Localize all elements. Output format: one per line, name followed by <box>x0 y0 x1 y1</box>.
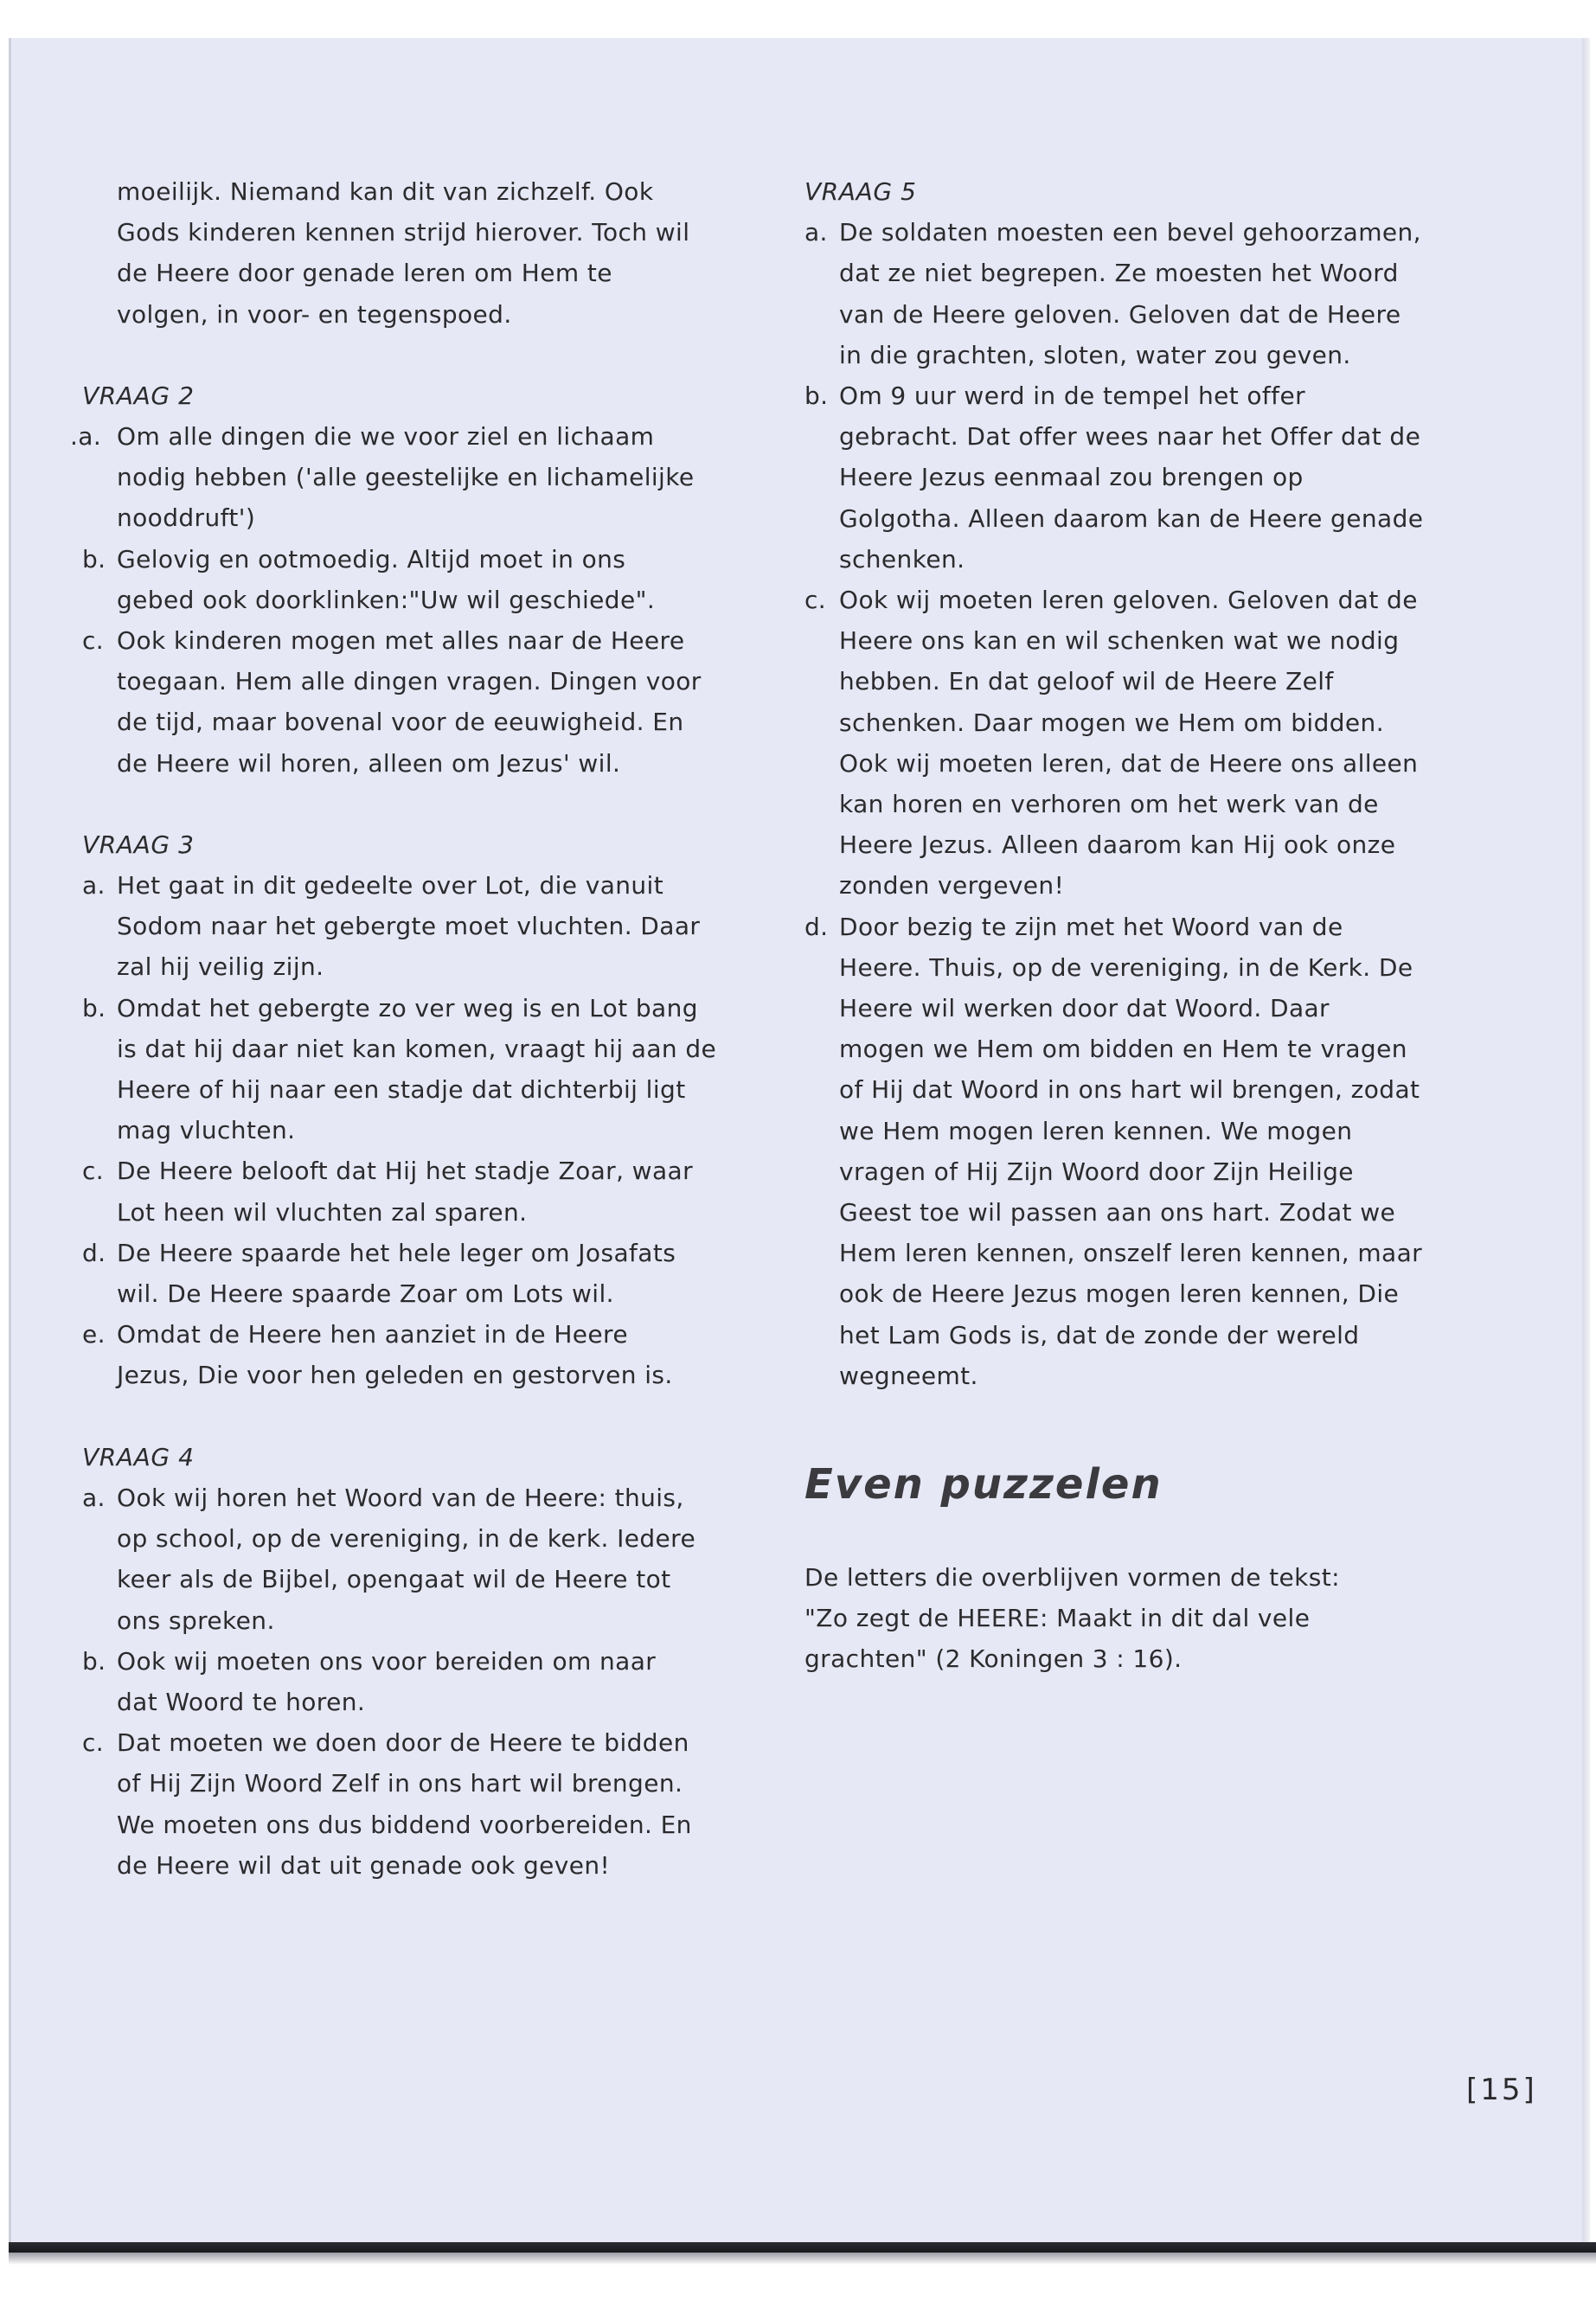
text-line: "Zo zegt de HEERE: Maakt in dit dal vele <box>804 1604 1311 1633</box>
text-line: grachten" (2 Koningen 3 : 16). <box>804 1644 1183 1674</box>
text-line: gebed ook doorklinken:"Uw wil geschiede". <box>117 585 656 614</box>
text-line: nodig hebben ('alle geestelijke en lichamelijke <box>117 463 695 492</box>
vraag-3-item-c <box>82 1150 748 1232</box>
text-line: dat ze niet begrepen. Ze moesten het Woord <box>839 259 1399 288</box>
item-letter: b. <box>82 993 106 1022</box>
vraag-3-item-e <box>82 1314 748 1395</box>
text-line: schenken. <box>839 544 965 574</box>
vraag-4-item-b <box>82 1641 748 1722</box>
text-line: mag vluchten. <box>117 1116 296 1145</box>
vraag-4-item-a <box>82 1477 748 1641</box>
puzzle-answer-paragraph <box>804 1557 1471 1680</box>
vraag-2-item-b <box>82 539 748 620</box>
bottom-binding-band <box>9 2242 1596 2253</box>
item-letter: d. <box>804 912 829 941</box>
text-line: moeilijk. Niemand kan dit van zichzelf. Ook <box>117 177 654 206</box>
text-line: dat Woord te horen. <box>117 1687 366 1716</box>
text-line: de tijd, maar bovenal voor de eeuwigheid. En <box>117 708 684 737</box>
text-line: Heere Jezus eenmaal zou brengen op <box>839 463 1304 492</box>
page-edge-shadow <box>1582 38 1590 2253</box>
vraag-3-item-b <box>82 988 748 1151</box>
bottom-shadow <box>9 2253 1596 2265</box>
vraag-5-item-d <box>804 907 1471 1396</box>
item-letter: a. <box>82 1483 106 1512</box>
text-line: De Heere spaarde het hele leger om Josafats <box>117 1238 676 1267</box>
item-letter: c. <box>82 1728 105 1758</box>
item-letter: c. <box>82 626 105 656</box>
page-number: [15] <box>1466 2073 1537 2107</box>
text-line: Hem leren kennen, onszelf leren kennen, maar <box>839 1239 1423 1268</box>
text-line: gebracht. Dat offer wees naar het Offer dat de <box>839 422 1421 452</box>
text-line: Lot heen wil vluchten zal sparen. <box>117 1197 528 1227</box>
text-line: Door bezig te zijn met het Woord van de <box>839 912 1343 941</box>
item-letter: d. <box>82 1238 106 1267</box>
text-line: ook de Heere Jezus mogen leren kennen, Die <box>839 1279 1400 1309</box>
text-line: Jezus, Die voor hen geleden en gestorven is. <box>117 1361 673 1390</box>
text-line: We moeten ons dus biddend voorbereiden. En <box>117 1810 692 1839</box>
text-line: Heere of hij naar een stadje dat dichterbij ligt <box>117 1075 686 1105</box>
text-line: De soldaten moesten een bevel gehoorzamen, <box>839 218 1421 247</box>
text-line: zal hij veilig zijn. <box>117 952 324 982</box>
item-letter: c. <box>82 1157 105 1186</box>
vraag-5-item-c <box>804 580 1471 907</box>
text-line: Golgotha. Alleen daarom kan de Heere genade <box>839 503 1424 533</box>
text-line: Heere ons kan en wil schenken wat we nodig <box>839 626 1400 656</box>
vraag-5-item-b <box>804 375 1471 580</box>
text-line: toegaan. Hem alle dingen vragen. Dingen voor <box>117 667 702 696</box>
text-line: De letters die overblijven vormen de tekst: <box>804 1563 1340 1592</box>
text-line: Ook wij moeten ons voor bereiden om naar <box>117 1646 657 1676</box>
text-line: Omdat het gebergte zo ver weg is en Lot bang <box>117 993 698 1022</box>
text-line: schenken. Daar mogen we Hem om bidden. <box>839 708 1384 737</box>
text-line: is dat hij daar niet kan komen, vraagt hij aan de <box>117 1034 717 1063</box>
text-line: Dat moeten we doen door de Heere te bidden <box>117 1728 689 1758</box>
text-line: zonden vergeven! <box>839 871 1065 901</box>
text-line: Ook wij moeten leren geloven. Geloven dat de <box>839 586 1418 615</box>
text-line: Heere wil werken door dat Woord. Daar <box>839 994 1330 1023</box>
intro-paragraph <box>82 171 748 335</box>
left-column <box>70 171 748 1886</box>
item-letter: .a. <box>70 422 102 452</box>
vraag-3-item-a <box>82 865 748 988</box>
text-line: we Hem mogen leren kennen. We mogen <box>839 1116 1353 1145</box>
item-letter: b. <box>82 1646 106 1676</box>
text-line: De Heere belooft dat Hij het stadje Zoar, waar <box>117 1157 693 1186</box>
text-line: in die grachten, sloten, water zou geven. <box>839 340 1351 369</box>
item-letter: a. <box>804 218 828 247</box>
item-letter: c. <box>804 586 827 615</box>
vraag-5-heading: VRAAG 5 <box>804 177 917 206</box>
text-line: keer als de Bijbel, opengaat wil de Heere tot <box>117 1565 671 1594</box>
text-line: Ook wij horen het Woord van de Heere: thuis, <box>117 1483 684 1512</box>
text-line: Ook kinderen mogen met alles naar de Heere <box>117 626 685 656</box>
text-line: wegneemt. <box>839 1361 978 1390</box>
text-line: volgen, in voor- en tegenspoed. <box>117 299 512 329</box>
vraag-2-item-a <box>70 416 748 539</box>
vraag-3-item-d <box>82 1233 748 1314</box>
text-line: van de Heere geloven. Geloven dat de Heere <box>839 299 1401 329</box>
text-line: Heere Jezus. Alleen daarom kan Hij ook onze <box>839 830 1396 860</box>
text-line: of Hij Zijn Woord Zelf in ons hart wil brengen. <box>117 1769 683 1798</box>
item-letter: e. <box>82 1320 106 1349</box>
text-line: Heere. Thuis, op de vereniging, in de Kerk. De <box>839 952 1413 982</box>
text-line: vragen of Hij Zijn Woord door Zijn Heilige <box>839 1157 1354 1186</box>
text-line: Gelovig en ootmoedig. Altijd moet in ons <box>117 544 626 574</box>
text-line: de Heere wil dat uit genade ook geven! <box>117 1850 611 1880</box>
text-line: mogen we Hem om bidden en Hem te vragen <box>839 1035 1407 1064</box>
right-column <box>804 171 1471 1396</box>
text-line: Gods kinderen kennen strijd hierover. Toch wil <box>117 218 690 247</box>
text-line: Sodom naar het gebergte moet vluchten. Daar <box>117 912 701 941</box>
item-letter: b. <box>804 381 829 411</box>
text-line: Om alle dingen die we voor ziel en lichaam <box>117 422 655 452</box>
vraag-4-item-c <box>82 1722 748 1886</box>
vraag-4-heading: VRAAG 4 <box>82 1442 195 1471</box>
vraag-3-heading: VRAAG 3 <box>82 830 195 859</box>
text-line: of Hij dat Woord in ons hart wil brengen, zodat <box>839 1075 1420 1105</box>
vraag-2-item-c <box>82 620 748 784</box>
item-letter: b. <box>82 544 106 574</box>
text-line: Omdat de Heere hen aanziet in de Heere <box>117 1320 628 1349</box>
text-line: de Heere door genade leren om Hem te <box>117 259 612 288</box>
text-line: de Heere wil horen, alleen om Jezus' wil. <box>117 748 621 778</box>
text-line: Om 9 uur werd in de tempel het offer <box>839 381 1305 411</box>
puzzle-section-title: Even puzzelen <box>804 1460 1163 1509</box>
text-line: nooddruft') <box>117 503 256 533</box>
vraag-5-item-a <box>804 212 1471 375</box>
text-line: kan horen en verhoren om het werk van de <box>839 790 1379 819</box>
text-line: wil. De Heere spaarde Zoar om Lots wil. <box>117 1279 614 1309</box>
text-line: hebben. En dat geloof wil de Heere Zelf <box>839 667 1334 696</box>
text-line: ons spreken. <box>117 1606 275 1635</box>
text-line: Geest toe wil passen aan ons hart. Zodat we <box>839 1198 1396 1227</box>
text-line: op school, op de vereniging, in de kerk. Iedere <box>117 1524 696 1554</box>
text-line: Het gaat in dit gedeelte over Lot, die vanuit <box>117 871 664 901</box>
vraag-2-heading: VRAAG 2 <box>82 381 195 410</box>
text-line: Ook wij moeten leren, dat de Heere ons alleen <box>839 748 1419 778</box>
item-letter: a. <box>82 871 106 901</box>
text-line: het Lam Gods is, dat de zonde der wereld <box>839 1320 1360 1349</box>
